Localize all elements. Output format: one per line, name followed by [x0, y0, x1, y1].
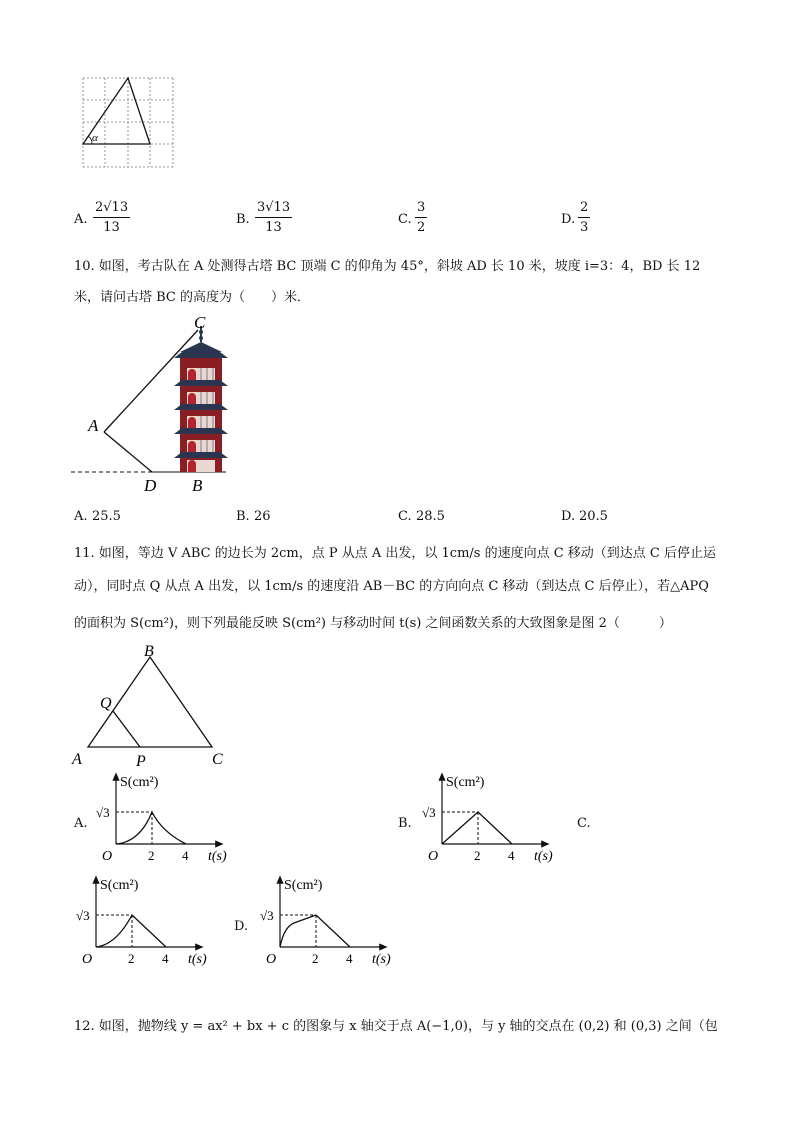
q9-option-d-den: 3 [580, 220, 589, 235]
q10-text-line1: 10. 如图，考古队在 A 处测得古塔 BC 顶端 C 的仰角为 45°，斜坡 AD 长 10 米，坡度 i=3：4，BD 长 12 [74, 259, 701, 274]
q11-label-c: C [212, 751, 223, 768]
q11-text-line3: 的面积为 S(cm²)，则下列最能反映 S(cm²) 与移动时间 t(s) 之间函数关系的大致图象是图 2（ ） [74, 616, 672, 631]
q10-option-c-label: C. [398, 509, 412, 524]
q11-graph-c-xtick1: 2 [128, 951, 135, 966]
q12-text-line1: 12. 如图，抛物线 y = ax² + bx + c 的图象与 x 轴交于点 A(−1,0)，与 y 轴的交点在 (0,2) 和 (0,3) 之间（包 [74, 1019, 718, 1034]
q11-graph-d [256, 875, 416, 970]
q11-graph-c [72, 875, 232, 970]
q10-pagoda-diagram [66, 308, 246, 496]
q11-label-p: P [136, 753, 146, 770]
q11-graph-b [418, 770, 578, 865]
q11-graph-c-origin: O [82, 952, 93, 967]
q9-option-b-fraction [255, 200, 292, 235]
q11-graph-a [92, 770, 252, 865]
q11-graph-a-ylabel: S(cm²) [120, 775, 159, 790]
q9-option-c-label: C. [398, 212, 412, 227]
q11-option-b-label: B. [398, 816, 412, 831]
q11-graph-b-xlabel: t(s) [534, 849, 553, 864]
q11-label-q: Q [100, 695, 112, 712]
q11-graph-c-xtick2: 4 [162, 951, 169, 966]
q11-graph-c-xlabel: t(s) [188, 952, 207, 967]
q9-option-b-den: 13 [265, 220, 282, 235]
q10-label-d: D [144, 476, 157, 495]
q11-graph-d-ylabel: S(cm²) [284, 878, 323, 893]
q11-option-c-label: C. [577, 816, 591, 831]
q10-label-c: C [194, 313, 206, 332]
q11-graph-d-xtick2: 4 [346, 951, 353, 966]
q10-option-b-value: 26 [254, 509, 271, 524]
q10-label-a: A [88, 416, 99, 435]
q11-graph-b-ylabel: S(cm²) [446, 775, 485, 790]
q11-graph-c-ylabel: S(cm²) [100, 878, 139, 893]
q11-option-d-label: D. [234, 919, 249, 934]
q9-option-a-fraction [93, 200, 130, 235]
q11-graph-d-xlabel: t(s) [372, 952, 391, 967]
q11-text-line1: 11. 如图，等边 V ABC 的边长为 2cm，点 P 从点 A 出发，以 1cm/s 的速度向点 C 移动（到达点 C 后停止运 [74, 546, 717, 561]
q10-option-c-value: 28.5 [416, 509, 445, 524]
q11-graph-b-xtick1: 2 [474, 848, 481, 863]
q10-option-a-label: A. [74, 509, 88, 524]
q11-graph-b-origin: O [428, 849, 439, 864]
q9-option-b-num: 3√13 [255, 200, 292, 218]
q11-graph-b-xtick2: 4 [508, 848, 515, 863]
q11-graph-b-ytick: √3 [422, 805, 436, 820]
q11-graph-d-ytick: √3 [260, 908, 274, 923]
q11-graph-d-xtick1: 2 [312, 951, 319, 966]
q9-option-a-num: 2√13 [93, 200, 130, 218]
q9-option-c-fraction [415, 200, 427, 235]
q9-angle-label: α [92, 132, 98, 144]
q10-label-b: B [192, 476, 203, 495]
q11-triangle-diagram [66, 640, 236, 770]
q10-option-b-label: B. [236, 509, 250, 524]
q10-option-a-value: 25.5 [92, 509, 121, 524]
q11-graph-a-xtick2: 4 [182, 848, 189, 863]
q11-graph-d-origin: O [266, 952, 277, 967]
q11-graph-c-ytick: √3 [76, 908, 90, 923]
q10-text-line2: 米，请问古塔 BC 的高度为（ ）米． [74, 290, 311, 305]
q9-grid-diagram [80, 75, 178, 172]
q11-text-line2: 动），同时点 Q 从点 A 出发，以 1cm/s 的速度沿 AB－BC 的方向向点 C 移动（到达点 C 后停止），若△APQ [74, 579, 709, 594]
q9-option-d-label: D. [561, 212, 576, 227]
q11-option-a-label: A. [74, 816, 88, 831]
q9-option-a-den: 13 [103, 220, 120, 235]
q10-option-d-value: 20.5 [579, 509, 608, 524]
q9-option-a-label: A. [74, 212, 88, 227]
q11-graph-a-origin: O [102, 849, 113, 864]
q9-option-d-num: 2 [578, 200, 590, 218]
q11-graph-a-ytick: √3 [96, 805, 110, 820]
q11-label-b: B [144, 643, 154, 660]
q9-option-c-den: 2 [417, 220, 426, 235]
q9-option-b-label: B. [236, 212, 250, 227]
q9-option-c-num: 3 [415, 200, 427, 218]
q11-graph-a-xtick1: 2 [148, 848, 155, 863]
q11-graph-a-xlabel: t(s) [208, 849, 227, 864]
q11-label-a: A [72, 751, 82, 768]
q10-option-d-label: D. [561, 509, 576, 524]
q9-option-d-fraction [578, 200, 590, 235]
